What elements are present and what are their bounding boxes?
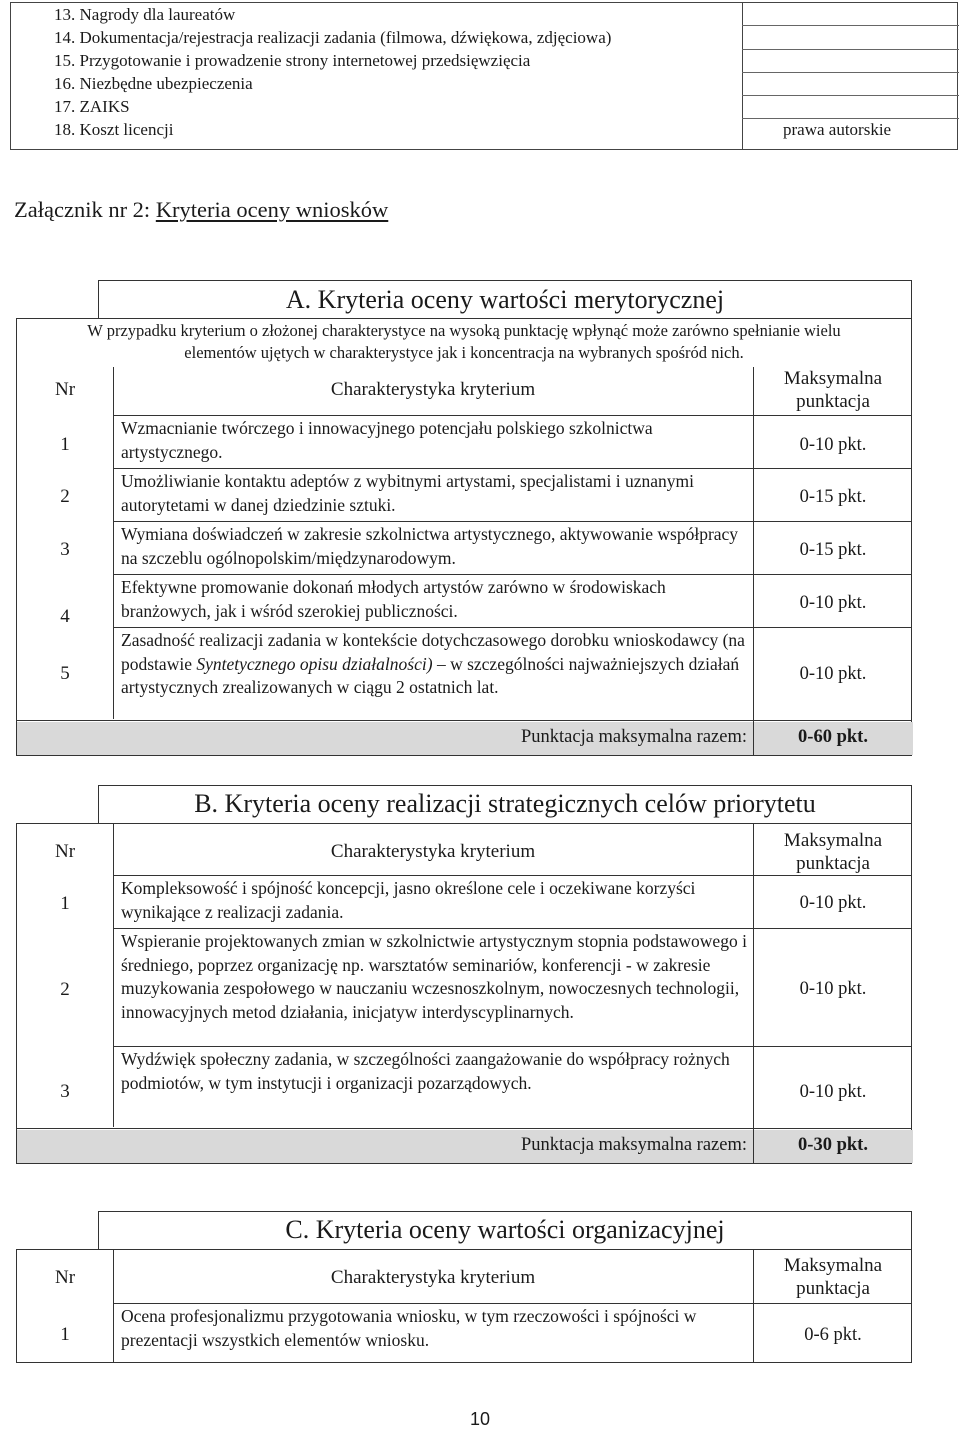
section-a-title: A. Kryteria oceny wartości merytorycznej (285, 285, 725, 314)
row-divider (17, 1128, 911, 1129)
total-value: 0-30 pkt. (798, 1135, 868, 1155)
header-points-line2: punktacja (796, 1278, 870, 1299)
row-divider (113, 875, 911, 876)
budget-row (11, 96, 959, 119)
row-points: 0-10 pkt. (799, 593, 867, 613)
budget-row-text: 13. Nagrody dla laureatów (54, 5, 236, 24)
row-number: 1 (60, 1324, 70, 1345)
total-label: Punktacja maksymalna razem: (520, 1135, 747, 1155)
row-description: Umożliwianie kontaktu adeptów z wybitnymi artystami, specjalistami i uznanymi autorytetami w danej dziedzinie sztuki. (121, 471, 694, 515)
row-divider (113, 468, 911, 469)
total-row (17, 722, 913, 755)
row-description: Wspieranie projektowanych zmian w szkolnictwie artystycznym stopnia podstawowego i średniego, poprzez organizację np. warsztatów seminariów, konferencji - w zakresie muzykowania zespołowego w nauczaniu wczesnoszkolnym, nowoczesnych technologii, innowacyjnych metod działania, inicjatyw interdyscyplinarnych. (121, 931, 747, 1022)
row-points: 0-6 pkt. (804, 1325, 862, 1345)
budget-row-text: 16. Niezbędne ubezpieczenia (54, 74, 253, 93)
header-points-line1: Maksymalna (783, 830, 883, 851)
header-points (753, 367, 913, 413)
row-number: 4 (60, 606, 70, 627)
total-value: 0-60 pkt. (798, 727, 868, 747)
section-b-table (16, 823, 912, 1164)
header-points (753, 829, 913, 875)
row-divider (113, 627, 911, 628)
row-divider (17, 720, 911, 721)
budget-row (11, 73, 959, 96)
row-number: 1 (60, 893, 70, 914)
column-divider (113, 367, 114, 719)
row-points: 0-10 pkt. (799, 435, 867, 455)
row-points: 0-10 pkt. (799, 664, 867, 684)
section-a-intro-line: elementów ujętych w charakterystyce jak i koncentracja na wybranych spośród nich. (184, 343, 744, 362)
budget-row-text: 18. Koszt licencji (54, 120, 174, 139)
row-points: 0-15 pkt. (799, 540, 867, 560)
row-points: 0-10 pkt. (799, 979, 867, 999)
attachment-link[interactable]: Kryteria oceny wniosków (155, 197, 389, 222)
budget-row (11, 50, 959, 73)
header-nr: Nr (54, 379, 76, 400)
row-description: Ocena profesjonalizmu przygotowania wniosku, w tym rzeczowości i spójności w prezentacji wszystkich elementów wniosku. (121, 1306, 697, 1350)
row-number: 1 (60, 434, 70, 455)
column-divider (113, 824, 114, 1127)
header-points-line1: Maksymalna (783, 1255, 883, 1276)
section-c-title-box (98, 1211, 912, 1249)
attachment-heading (14, 196, 388, 224)
row-description: Kompleksowość i spójność koncepcji, jasno określone cele i oczekiwane korzyści wynikające z realizacji zadania. (121, 878, 696, 922)
section-b (16, 785, 912, 1165)
budget-row (11, 27, 959, 50)
section-c (16, 1211, 912, 1363)
row-number: 2 (60, 979, 70, 1000)
budget-row-text: 17. ZAIKS (54, 97, 130, 116)
row-divider (113, 1303, 911, 1304)
section-a-intro-line: W przypadku kryterium o złożonej charakterystyce na wysoką punktację wpłynąć może zarówno spełnianie wielu (87, 321, 841, 340)
row-description-text: – w szczególności najważniejszych działań artystycznych zrealizowanych w ciągu 2 ostatnich lat. (121, 653, 740, 697)
section-c-table (16, 1249, 912, 1363)
header-points-line2: punktacja (796, 853, 870, 874)
header-points-line1: Maksymalna (783, 368, 883, 389)
section-a-title-box (98, 280, 912, 318)
row-divider (113, 928, 911, 929)
header-points (753, 1254, 913, 1300)
section-b-title: B. Kryteria oceny realizacji strategicznych celów priorytetu (194, 789, 816, 818)
row-number: 5 (60, 663, 70, 684)
header-nr: Nr (54, 1267, 76, 1288)
header-nr: Nr (54, 841, 76, 862)
page-number: 10 (469, 1409, 491, 1429)
row-divider (113, 1046, 911, 1047)
header-description: Charakterystyka kryterium (330, 841, 536, 862)
row-description: Wzmacnianie twórczego i innowacyjnego potencjału polskiego szkolnictwa artystycznego. (121, 418, 653, 462)
row-description: Wydźwięk społeczny zadania, w szczególności zaangażowanie do współpracy rożnych podmiotów, w tym instytucji i organizacji pozarządowych. (121, 1049, 730, 1093)
row-number: 3 (60, 1081, 70, 1102)
row-number: 3 (60, 539, 70, 560)
section-a-table (16, 318, 912, 756)
section-a (16, 280, 912, 756)
row-divider (113, 415, 911, 416)
row-divider (113, 574, 911, 575)
row-points: 0-10 pkt. (799, 1082, 867, 1102)
header-description: Charakterystyka kryterium (330, 1267, 536, 1288)
header-description: Charakterystyka kryterium (330, 379, 536, 400)
section-c-title: C. Kryteria oceny wartości organizacyjnej (285, 1215, 725, 1244)
header-points-line2: punktacja (796, 391, 870, 412)
budget-row (11, 119, 959, 142)
budget-table (10, 2, 958, 150)
row-description-text: Zasadność realizacji zadania w kontekście dotychczasowego dorobku wnioskodawcy (na podstawie (121, 630, 745, 674)
row-divider (113, 521, 911, 522)
row-description: Efektywne promowanie dokonań młodych artystów zarówno w środowiskach branżowych, jak i wśród szerokiej publiczności. (121, 577, 666, 621)
section-b-title-box (98, 785, 912, 823)
total-label: Punktacja maksymalna razem: (520, 727, 747, 747)
row-description-emphasis: Syntetycznego opisu działalności) (196, 653, 433, 674)
total-row (17, 1130, 913, 1163)
budget-row-note: prawa autorskie (783, 120, 892, 139)
row-description (121, 629, 751, 700)
budget-row-text: 15. Przygotowanie i prowadzenie strony internetowej przedsięwzięcia (54, 51, 531, 70)
attachment-prefix: Załącznik nr 2: (14, 197, 156, 222)
row-description: Wymiana doświadczeń w zakresie szkolnictwa artystycznego, aktywowanie współpracy na szczeblu ogólnopolskim/międzynarodowym. (121, 524, 739, 568)
budget-row-text: 14. Dokumentacja/rejestracja realizacji zadania (filmowa, dźwiękowa, zdjęciowa) (54, 28, 612, 47)
budget-row (11, 4, 959, 27)
row-number: 2 (60, 486, 70, 507)
row-points: 0-15 pkt. (799, 487, 867, 507)
row-points: 0-10 pkt. (799, 893, 867, 913)
